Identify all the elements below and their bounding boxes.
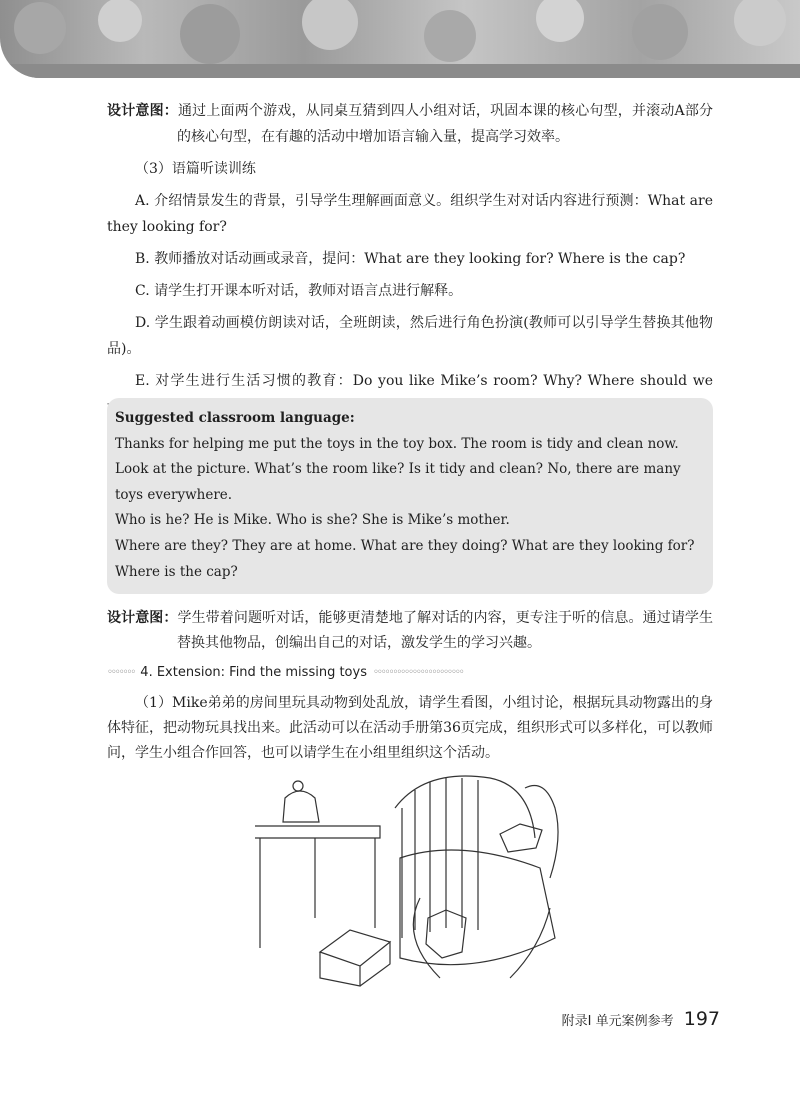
design-intent-1 <box>107 98 713 150</box>
design-intent-text: 通过上面两个游戏，从同桌互猜到四人小组对话，巩固本课的核心句型，并滚动A部分的核心句型，在有趣的活动中增加语言输入量，提高学习效率。 <box>177 103 714 145</box>
dotted-rule-left: ◦◦◦◦◦◦◦ <box>107 667 135 678</box>
design-intent-label: 设计意图： <box>107 103 178 119</box>
item-e: E. 对学生进行生活习惯的教育：Do you like Mike’s room? Why? Where should we <box>135 373 713 389</box>
after-box-content <box>107 606 713 766</box>
page-number: 197 <box>683 1008 720 1030</box>
box-line: Who is he? He is Mike. Who is she? She is Mike’s mother. <box>115 512 510 529</box>
extension-item-1: （1）Mike弟弟的房间里玩具动物到处乱放，请学生看图，小组讨论，根据玩具动物露出的身体特征，把动物玩具找出来。此活动可以在活动手册第36页完成，组织形式可以多样化，可以教师问，学生小组合作回答，也可以请学生在小组里组织这个活动。 <box>107 695 713 761</box>
section-heading-3: （3）语篇听读训练 <box>135 161 256 177</box>
footer-section: 附录Ⅰ <box>561 1014 592 1029</box>
design-intent-label: 设计意图： <box>107 610 178 626</box>
extension-heading <box>107 660 713 685</box>
item-a: A. 介绍情景发生的背景，引导学生理解画面意义。组织学生对对话内容进行预测：What are they looking for? <box>107 193 713 235</box>
box-line: Where are they? They are at home. What are they doing? What are they looking for? <box>115 537 695 554</box>
item-c: C. 请学生打开课本听对话，教师对语言点进行解释。 <box>135 283 463 299</box>
bedroom-illustration <box>250 768 570 988</box>
box-line: Look at the picture. What’s the room like? Is it tidy and clean? No, there are many toys everywhere. <box>115 461 681 503</box>
design-intent-2 <box>107 606 713 656</box>
box-title: Suggested classroom language: <box>115 410 355 426</box>
dotted-rule-right: ◦◦◦◦◦◦◦◦◦◦◦◦◦◦◦◦◦◦◦◦◦◦◦ <box>372 667 463 678</box>
header-banner <box>0 0 800 78</box>
suggested-language-box <box>107 398 713 594</box>
box-line: Thanks for helping me put the toys in the toy box. The room is tidy and clean now. <box>115 435 679 452</box>
item-d: D. 学生跟着动画模仿朗读对话，全班朗读，然后进行角色扮演(教师可以引导学生替换其他物品)。 <box>107 315 713 357</box>
page-footer <box>520 1008 720 1030</box>
item-b: B. 教师播放对话动画或录音，提问：What are they looking for? Where is the cap? <box>135 251 686 267</box>
main-content <box>107 98 713 420</box>
footer-title: 单元案例参考 <box>595 1014 674 1029</box>
extension-title: 4. Extension: Find the missing toys <box>140 665 367 680</box>
box-line: Where is the cap? <box>115 563 238 580</box>
design-intent-text: 学生带着问题听对话，能够更清楚地了解对话的内容，更专注于听的信息。通过请学生替换其他物品，创编出自己的对话，激发学生的学习兴趣。 <box>177 610 714 651</box>
header-decoration <box>0 0 800 78</box>
